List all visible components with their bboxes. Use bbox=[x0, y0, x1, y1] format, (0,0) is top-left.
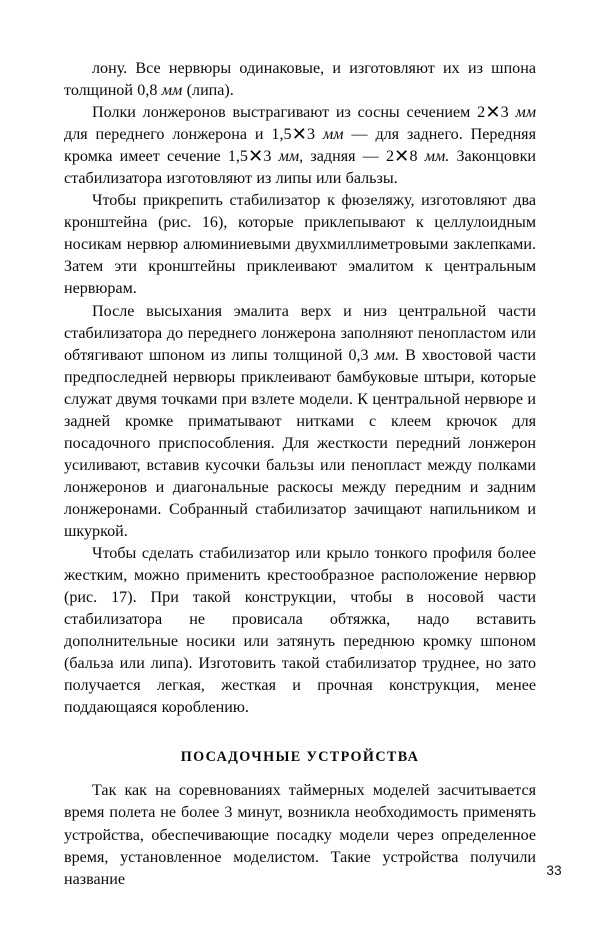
paragraph-1 bbox=[64, 58, 536, 102]
paragraph-2-text-d: 3 bbox=[307, 126, 323, 144]
paragraph-4-text-b: В хвостовой части предпоследней нервюры приклеивают бамбуковые штыри, которые служат двумя точками при взлете модели. К центральной нервюре и задней кромке приматывают нитками с клеем крючок для посадочного приспособления. Для жесткости передний лонжерон усиливают, вставив кусочки бальзы или пенопласт между полками лонжеронов и диагональные раскосы между передним и задним лонжеронами. Собранный стабилизатор зачищают напильником и шкуркой. bbox=[64, 346, 536, 540]
section-heading: ПОСАДОЧНЫЕ УСТРОЙСТВА bbox=[180, 749, 420, 766]
paragraph-5: Чтобы сделать стабилизатор или крыло тонкого профиля более жестким, можно применить крестообразное расположение нервюр (рис. 17). При такой конструкции, чтобы в носовой части стабилизатора не провисала обтяжка, надо вставить дополнительные носики или затянуть переднюю кромку шпоном (бальза или липа). Изготовить такой стабилизатор труднее, но зато получается легкая, жесткая и прочная конструкция, менее поддающаяся короблению. bbox=[64, 545, 536, 717]
page-number: 33 bbox=[546, 863, 562, 878]
unit-mm: мм, bbox=[278, 148, 304, 166]
paragraph-2-text-g: задняя — 2 bbox=[303, 148, 394, 166]
unit-mm: мм bbox=[322, 126, 344, 144]
unit-mm: мм. bbox=[424, 148, 450, 166]
paragraph-3: Чтобы прикрепить стабилизатор к фюзеляжу, изготовляют два кронштейна (рис. 16), которые приклепывают к целлулоидным носикам нервюр алюминиевыми двухмиллиметровыми заклепками. Затем эти кронштейны приклеивают эмалитом к центральным нервюрам. bbox=[64, 192, 536, 298]
multiplication-icon: ✕ bbox=[394, 145, 410, 166]
paragraph-6: Так как на соревнованиях таймерных моделей засчитывается время полета не более 3 минут, возникла необходимость применять устройства, обеспечивающие посадку модели через определенное время, установленное моделистом. Такие устройства получили название bbox=[64, 782, 536, 888]
unit-mm: мм. bbox=[374, 346, 400, 364]
paragraph-2 bbox=[64, 102, 536, 190]
multiplication-icon: ✕ bbox=[485, 101, 501, 122]
paragraph-1-text-b: (липа). bbox=[182, 82, 234, 100]
paragraph-4 bbox=[64, 301, 536, 544]
multiplication-icon: ✕ bbox=[291, 123, 307, 144]
paragraph-1-text-a: лону. Все нервюры одинаковые, и изготовляют их из шпона толщиной 0,8 bbox=[64, 60, 536, 100]
paragraph-4-text-a: После высыхания эмалита верх и низ центральной части стабилизатора до переднего лонжерона заполняют пенопластом или обтягивают шпоном из липы толщиной 0,3 bbox=[64, 302, 536, 364]
paragraph-2-text-i: Законцовки стабилизатора изготовляют из липы или бальзы. bbox=[64, 148, 536, 188]
paragraph-2-text-c: для переднего лонжерона и 1,5 bbox=[64, 126, 292, 144]
multiplication-icon: ✕ bbox=[248, 145, 264, 166]
unit-mm: мм bbox=[515, 104, 536, 122]
text-column bbox=[64, 58, 536, 891]
paragraph-2-text-h: 8 bbox=[409, 148, 425, 166]
paragraph-2-text-f: 3 bbox=[263, 148, 279, 166]
paragraph-2-text-e: — для заднего. Передняя кромка имеет сечение 1,5 bbox=[64, 126, 536, 166]
paragraph-2-text-a: Полки лонжеронов выстрагивают из сосны сечением 2 bbox=[92, 104, 486, 122]
paragraph-2-text-b: 3 bbox=[500, 104, 516, 122]
unit-mm: мм bbox=[161, 82, 183, 100]
